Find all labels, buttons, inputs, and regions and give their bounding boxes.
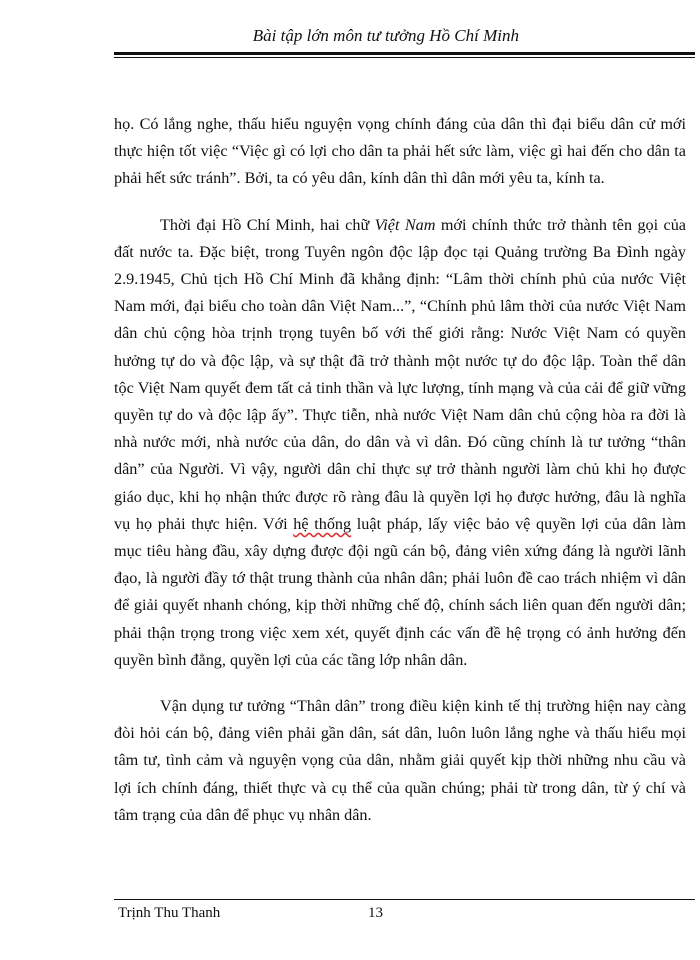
header-rule-thick bbox=[114, 52, 695, 55]
spellcheck-underlined-word: hệ thống bbox=[293, 514, 352, 533]
paragraph-1: họ. Có lắng nghe, thấu hiểu nguyện vọng chính đáng của dân thì đại biểu dân cử mới thực hiện tốt việc “Việc gì có lợi cho dân ta phải hết sức làm, việc gì hai đến cho dân ta phải hết sức tránh”. Bởi, ta có yêu dân, kính dân thì dân mới yêu ta, kính ta. bbox=[114, 115, 686, 188]
footer-rule bbox=[114, 899, 695, 900]
paragraph-2-part-c: luật pháp, lấy việc bảo vệ quyền lợi của dân làm mục tiêu hàng đầu, xây dựng được đội ngũ cán bộ, đảng viên xứng đáng là người lãnh đạo, là người đầy tớ thật trung thành của nhân dân; phải luôn đề cao trách nhiệm vì dân để giải quyết nhanh chóng, kịp thời những chế độ, chính sách liên quan đến người dân; phải thận trọng trong việc xem xét, quyết định các vấn đề hệ trọng có ảnh hưởng đến quyền bình đẳng, quyền lợi của các tầng lớp nhân dân. bbox=[114, 514, 687, 669]
body-text bbox=[114, 111, 686, 829]
paragraph-2 bbox=[114, 212, 686, 674]
italic-viet-nam: Việt Nam bbox=[374, 215, 436, 234]
paragraph-2-part-a: Thời đại Hồ Chí Minh, hai chữ bbox=[160, 215, 375, 234]
running-header: Bài tập lớn môn tư tưởng Hồ Chí Minh bbox=[252, 26, 519, 45]
header-rule-thin bbox=[114, 57, 695, 58]
paragraph-2-part-b: mới chính thức trở thành tên gọi của đất nước ta. Đặc biệt, trong Tuyên ngôn độc lập đọc tại Quảng trường Ba Đình ngày 2.9.1945, Chủ tịch Hồ Chí Minh đã khẳng định: “Lâm thời chính phủ của nước Việt Nam mới, đại biểu cho toàn dân Việt Nam...”, “Chính phủ lâm thời của nước Việt Nam dân chủ cộng hòa trịnh trọng tuyên bố với thế giới rằng: Nước Việt Nam có quyền hưởng tự do và độc lập, và sự thật đã trở thành một nước tự do độc lập. Toàn thể dân tộc Việt Nam quyết đem tất cả tinh thần và lực lượng, tính mạng và của cải để giữ vững quyền tự do và độc lập ấy”. Thực tiễn, nhà nước Việt Nam dân chủ cộng hòa ra đời là nhà nước mới, nhà nước của dân, do dân và vì dân. Đó cũng chính là tư tưởng “thân dân” của Người. Vì vậy, người dân chỉ thực sự trở thành người làm chủ khi họ được giáo dục, khi họ nhận thức được rõ ràng đâu là quyền lợi họ được hưởng, đâu là nghĩa vụ họ phải thực hiện. Với bbox=[114, 215, 686, 533]
footer-author: Trịnh Thu Thanh bbox=[118, 905, 221, 921]
page-number: 13 bbox=[368, 905, 383, 921]
paragraph-3: Vận dụng tư tưởng “Thân dân” trong điều kiện kinh tế thị trường hiện nay càng đòi hỏi cán bộ, đảng viên phải gần dân, sát dân, luôn luôn lắng nghe và thấu hiểu mọi tâm tư, tình cảm và nguyện vọng của dân, nhằm giải quyết kịp thời những nhu cầu và lợi ích chính đáng, thiết thực và cụ thể của quần chúng; phải từ trong dân, từ ý chí và tâm trạng của dân để phục vụ nhân dân. bbox=[114, 697, 686, 824]
